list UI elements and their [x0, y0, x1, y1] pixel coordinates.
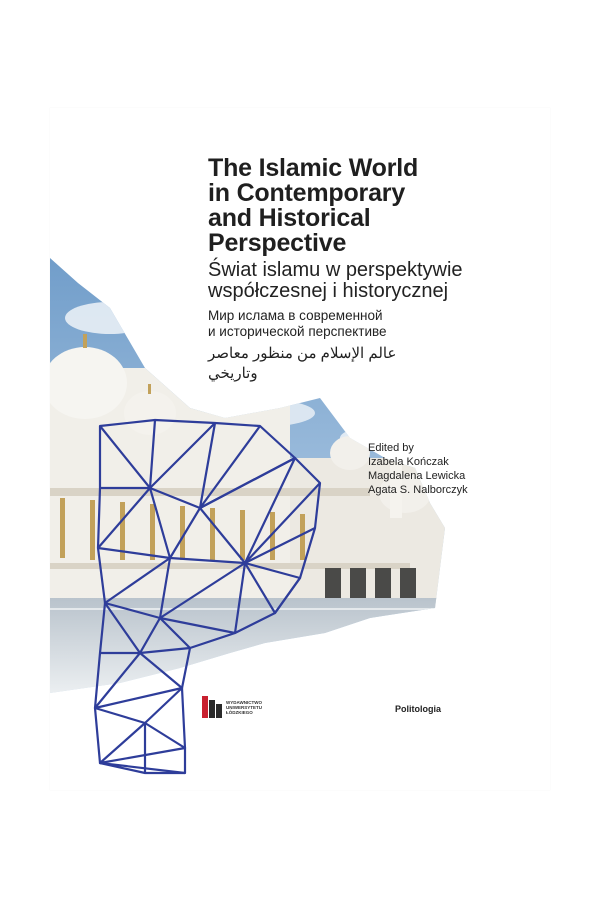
editor-name: Agata S. Nalborczyk — [368, 484, 468, 496]
editor-name: Magdalena Lewicka — [368, 470, 466, 482]
russian-title-line: Мир ислама в современной — [208, 308, 383, 323]
publisher-line: WYDAWNICTWO — [226, 699, 262, 705]
title-line: The Islamic World — [208, 154, 419, 182]
publisher-name — [226, 700, 262, 715]
editor-name: Izabela Kończak — [368, 456, 449, 468]
editors-block — [368, 441, 468, 497]
arabic-title: عالم الإسلام من منظور معاصر وتاريخي — [208, 345, 397, 382]
english-title — [208, 156, 543, 256]
series-name: Politologia — [395, 704, 441, 714]
russian-title-line: и исторической перспективе — [208, 324, 387, 339]
title-block — [208, 156, 543, 384]
russian-title — [208, 308, 543, 340]
title-line: in Contemporary — [208, 179, 406, 207]
polish-title-line: Świat islamu w perspektywie — [208, 259, 463, 281]
arabic-title-wrap — [208, 344, 418, 384]
title-line: Perspective — [208, 229, 347, 257]
publisher-line: UNIWERSYTETU — [226, 704, 262, 710]
title-line: and Historical — [208, 204, 371, 232]
editors-label: Edited by — [368, 442, 414, 454]
book-cover — [50, 108, 550, 790]
publisher-logo — [202, 696, 262, 718]
publisher-line: ŁÓDZKIEGO — [226, 709, 253, 715]
polish-title — [208, 260, 543, 302]
polish-title-line: współczesnej i historycznej — [208, 280, 449, 302]
publisher-emblem-icon — [202, 696, 222, 718]
